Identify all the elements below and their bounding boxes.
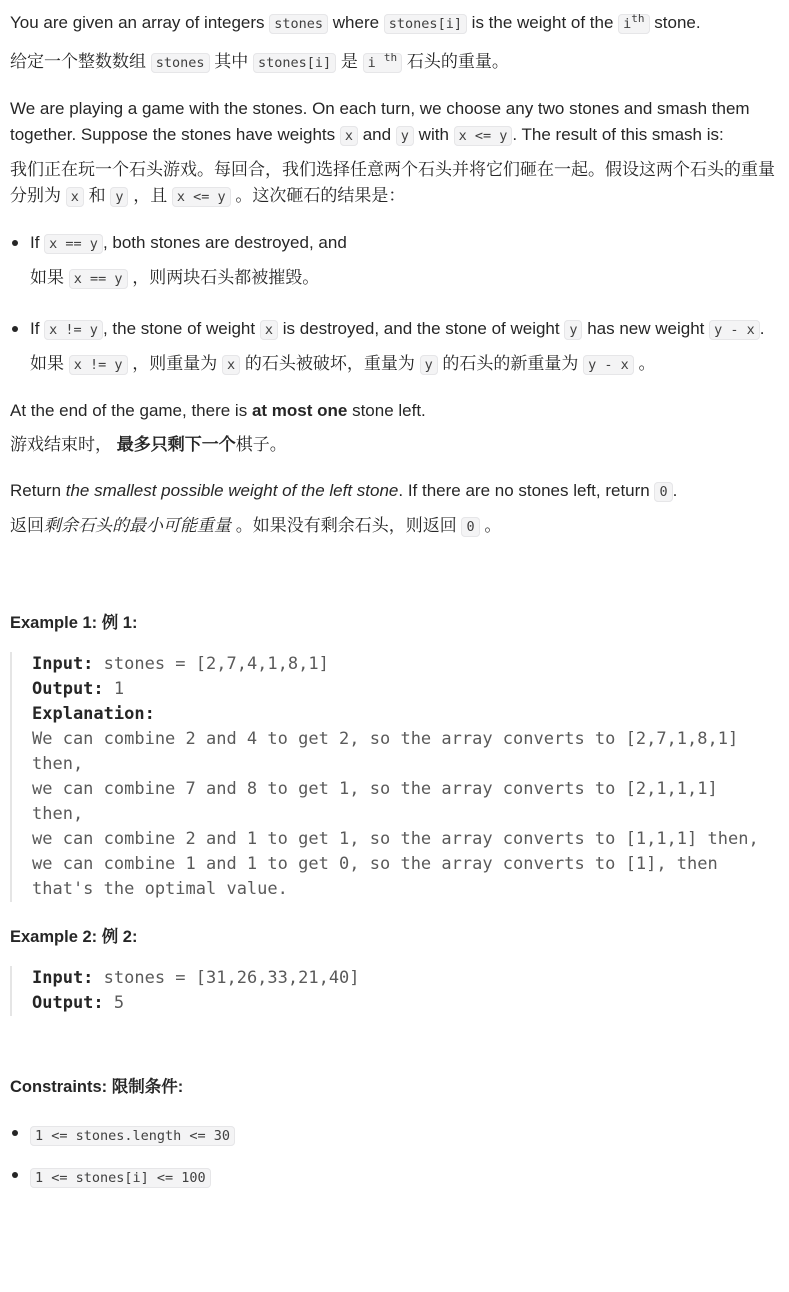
rules-list xyxy=(10,230,786,378)
inline-code: x != y xyxy=(69,355,128,375)
inline-code: stones[i] xyxy=(384,14,467,34)
input-label: Input: xyxy=(32,968,94,988)
text: is the weight of the xyxy=(466,13,619,32)
constraint-item xyxy=(10,1162,786,1193)
text: 。这次砸石的结果是： xyxy=(230,186,406,205)
text: has new weight xyxy=(582,319,710,338)
inline-code: stones xyxy=(151,53,210,73)
text: If xyxy=(30,319,45,338)
rule-2-en xyxy=(30,316,786,343)
text: and xyxy=(357,125,396,144)
text: 和 xyxy=(83,186,111,205)
explanation-line: We can combine 2 and 4 to get 2, so the array converts to [2,7,1,8,1] xyxy=(32,729,739,749)
text: 如果 xyxy=(30,268,69,287)
inline-code: y - x xyxy=(709,320,760,340)
text: 如果 xyxy=(30,354,69,373)
example-2-block xyxy=(10,966,786,1016)
text: ，则两块石头都被摧毁。 xyxy=(127,268,320,287)
text: 返回 xyxy=(10,516,44,535)
explanation-line: then, xyxy=(32,804,84,824)
inline-code xyxy=(618,14,649,34)
game-en xyxy=(10,96,786,149)
input-value: stones = [2,7,4,1,8,1] xyxy=(93,654,329,674)
bold-text: at most one xyxy=(251,401,348,420)
inline-code: x <= y xyxy=(454,126,513,146)
text: Return xyxy=(10,481,66,500)
superscript: th xyxy=(631,12,645,25)
text: ，且 xyxy=(128,186,172,205)
text: If xyxy=(30,233,45,252)
example-2-heading: Example 2: 例 2: xyxy=(10,928,138,946)
intro-zh xyxy=(10,45,786,76)
text: . xyxy=(672,481,678,500)
text: 给定一个整数数组 xyxy=(10,52,151,71)
text: 石头的重量。 xyxy=(402,52,509,71)
intro-en xyxy=(10,6,786,37)
return-en xyxy=(10,478,786,505)
return-zh xyxy=(10,513,786,540)
text: stone. xyxy=(649,13,701,32)
constraints-list xyxy=(10,1120,786,1193)
text: where xyxy=(328,13,384,32)
inline-code: y - x xyxy=(583,355,634,375)
problem-description xyxy=(10,0,786,1193)
superscript: th xyxy=(383,51,398,64)
text: 游戏结束时， xyxy=(10,435,117,454)
inline-code: y xyxy=(110,187,128,207)
inline-code: stones xyxy=(269,14,328,34)
list-item xyxy=(10,230,786,292)
inline-code: 1 <= stones[i] <= 100 xyxy=(30,1168,211,1188)
text: is destroyed, and the stone of weight xyxy=(277,319,565,338)
rule-2-zh xyxy=(30,351,786,378)
rule-1-en xyxy=(30,230,786,257)
explanation-label: Explanation: xyxy=(32,704,155,724)
inline-code: x <= y xyxy=(172,187,231,207)
list-item xyxy=(10,316,786,378)
inline-code: x xyxy=(260,320,278,340)
inline-code: x xyxy=(222,355,240,375)
text: 。 xyxy=(633,354,656,373)
code-text: i xyxy=(623,16,632,32)
text: . The result of this smash is: xyxy=(512,125,724,144)
explanation-line: we can combine 2 and 1 to get 1, so the array converts to [1,1,1] then, xyxy=(32,829,759,849)
text: 棋子。 xyxy=(235,435,287,454)
inline-code: 1 <= stones.length <= 30 xyxy=(30,1126,235,1146)
explanation-line: then, xyxy=(32,754,84,774)
explanation-line: we can combine 7 and 8 to get 1, so the array converts to [2,1,1,1] xyxy=(32,779,718,799)
code-text: i xyxy=(367,55,384,71)
inline-code: y xyxy=(564,320,582,340)
inline-code: y xyxy=(420,355,438,375)
output-label: Output: xyxy=(32,993,104,1013)
text: , both stones are destroyed, and xyxy=(102,233,347,252)
text: 的石头的新重量为 xyxy=(437,354,584,373)
explanation-line: we can combine 1 and 1 to get 0, so the array converts to [1], then xyxy=(32,854,718,874)
text: 其中 xyxy=(209,52,253,71)
text: At the end of the game, there is xyxy=(10,401,252,420)
output-label: Output: xyxy=(32,679,104,699)
inline-code: 0 xyxy=(654,482,672,502)
inline-code: x == y xyxy=(69,269,128,289)
output-value: 1 xyxy=(103,679,125,699)
text: ，则重量为 xyxy=(127,354,222,373)
inline-code: stones[i] xyxy=(253,53,336,73)
inline-code: y xyxy=(396,126,414,146)
inline-code: x xyxy=(66,187,84,207)
text: with xyxy=(413,125,454,144)
inline-code: x xyxy=(340,126,358,146)
rule-1-zh xyxy=(30,265,786,292)
inline-code: x != y xyxy=(44,320,103,340)
text: 是 xyxy=(336,52,363,71)
text: , the stone of weight xyxy=(102,319,260,338)
game-zh xyxy=(10,157,786,210)
text: You are given an array of integers xyxy=(10,13,270,32)
text: We are playing a game with the stones. On each turn, we choose any two stones and smash them together. Suppose the stones have weights xyxy=(10,99,750,144)
input-label: Input: xyxy=(32,654,94,674)
text: 的石头被破坏，重量为 xyxy=(240,354,420,373)
output-value: 5 xyxy=(103,993,125,1013)
italic-text: the smallest possible weight of the left stone xyxy=(65,481,399,500)
explanation-line: that's the optimal value. xyxy=(32,879,288,899)
text: . xyxy=(759,319,765,338)
end-en xyxy=(10,398,786,424)
text: 。 xyxy=(479,516,502,535)
inline-code xyxy=(363,53,403,73)
text: stone left. xyxy=(347,401,426,420)
inline-code: 0 xyxy=(461,517,479,537)
text: 。如果没有剩余石头，则返回 xyxy=(231,516,462,535)
input-value: stones = [31,26,33,21,40] xyxy=(93,968,360,988)
bold-text: 最多只剩下一个 xyxy=(116,435,236,454)
example-1-heading: Example 1: 例 1: xyxy=(10,614,138,632)
text: 我们正在玩一个石头游戏。每回合，我们选择任意两个石头并将它们砸在一起。假设这两个石头的重量分别为 xyxy=(10,160,775,205)
italic-text: 剩余石头的最小可能重量 xyxy=(44,516,231,535)
text: . If there are no stones left, return xyxy=(398,481,655,500)
inline-code: x == y xyxy=(44,234,103,254)
constraint-item xyxy=(10,1120,786,1151)
end-zh xyxy=(10,432,786,458)
example-1-block xyxy=(10,652,786,902)
constraints-heading: Constraints: 限制条件: xyxy=(10,1078,184,1096)
